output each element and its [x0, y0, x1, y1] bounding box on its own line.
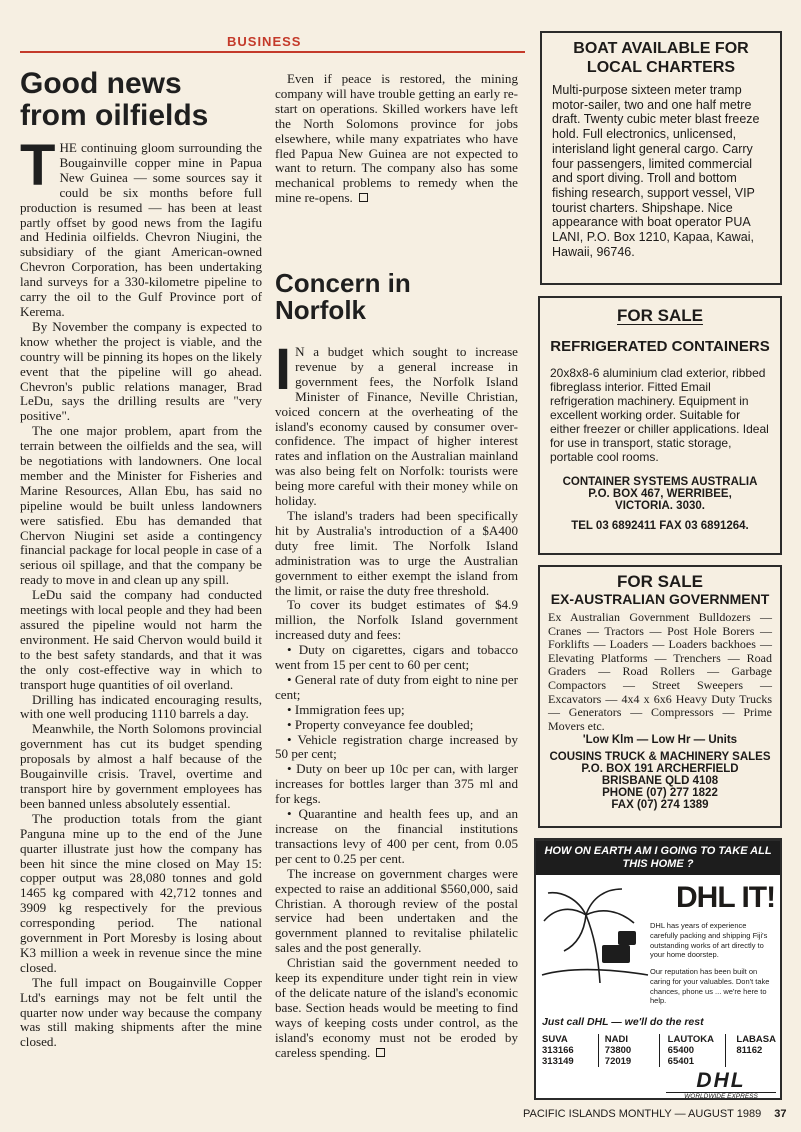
article1-continued	[275, 72, 518, 206]
bullet-item: • Immigration fees up;	[287, 701, 405, 717]
article2-para: The increase on government charges were expected to raise an additional $560,000, said Christian. A thorough review of the postal service had been undertaken and the government planned to revitalise philatelic sales and the post generally.	[275, 865, 518, 956]
article2-para	[275, 956, 518, 1060]
end-mark	[359, 193, 368, 202]
article1-continued-span: Even if peace is restored, the mining company will have trouble getting an early re-start on operations. Skilled workers have left the North Solomons province for jobs elsewhere, while many expatriates who have fled Papua New Guinea are not expected to want to return. The company also has some mechanical problems to remedy when the mine re-opens.	[275, 71, 518, 206]
article1-headline-line2: from oilfields	[20, 98, 209, 132]
article2-para	[275, 337, 518, 509]
ad-exgov-address2: BRISBANE QLD 4108	[601, 775, 719, 788]
ad-containers-address2: VICTORIA. 3030.	[615, 500, 705, 512]
dhl-office-number: 65401	[667, 1056, 695, 1067]
bullet-item: • Duty on beer up 10c per can, with larger increases for bottles larger than 375 ml and for kegs.	[275, 761, 518, 807]
ad-dhl	[534, 838, 782, 1100]
ad-exgov-body: Ex Australian Government Bulldozers — Cranes — Tractors — Post Hole Borers — Forklifts — Loaders — Loaders backhoes — Elevating Platforms — Trenchers — Road Graders — Road Rollers — Garbage Compactors — Street Sweepers — Excavators — 4x4 x 6x6 Heavy Duty Trucks — Generators — Compressors — Prime Movers etc.	[548, 610, 772, 733]
ad-containers-company: CONTAINER SYSTEMS AUSTRALIA	[562, 476, 758, 488]
article2-para: The island's traders had been specifically hit by Australia's introduction of a $A400 duty free limit. The Norfolk Island administration was to urge the Australian government to either exempt the island from the limit, or raise the duty free threshold.	[275, 507, 518, 598]
article2-headline	[275, 270, 411, 325]
article2-closing-text: Christian said the government needed to keep its expenditure under tight rein in view of the delicate nature of the island's economic base. Section heads would be meeting to find ways of keeping costs under control, as the island's economy must not be eroded by careless spending.	[275, 955, 518, 1060]
article1-body	[20, 133, 262, 1050]
ad-containers-body: 20x8x8-6 aluminium clad exterior, ribbed fibreglass interior. Fitted Email refrigeration machinery. Equipment in excellent working order. Suitable for either freezer or chiller applications. Ideal for use in transport, static storage, portable cool rooms.	[550, 366, 769, 464]
ad-containers-address1: P.O. BOX 467, WERRIBEE,	[588, 488, 732, 500]
dhl-banner: HOW ON EARTH AM I GOING TO TAKE ALL THIS HOME ?	[536, 841, 780, 875]
article2-headline-line1: Concern in	[275, 268, 411, 298]
dhl-office-city: NADI	[604, 1034, 629, 1045]
dhl-headline: DHL IT!	[676, 881, 776, 914]
dhl-office-number: 65400	[667, 1045, 695, 1056]
dhl-logo	[666, 1071, 776, 1100]
article2-body	[275, 337, 518, 1061]
article1-para: The production totals from the giant Panguna mine up to the end of the June quarter illustrate just how the company has been hit since the mine closed on May 15: copper output was 28,080 tonnes and gold 1465 kg compared with 42,712 tonnes and 3909 kg respectively for the previous corresponding period. The national government in Port Moresby is losing about K3 million a week in revenue since the mine closed.	[20, 810, 262, 975]
bullet-item: • Quarantine and health fees up, and an increase on the financial institutions transactions levy of 400 per cent, from 0.05 per cent to 0.25 per cent.	[275, 806, 518, 866]
footer-publication: PACIFIC ISLANDS MONTHLY — AUGUST 1989	[523, 1108, 762, 1120]
article1-para	[20, 133, 262, 320]
ad-exgov-for-sale: FOR SALE	[617, 572, 703, 591]
article1-para: By November the company is expected to know whether the project is viable, and the country will be pinning its hopes on the likely event that the pipeline will go ahead. Chevron's public relations manager, Brad LeDu, says the drilling results are "very positive".	[20, 318, 262, 424]
ad-exgov-title: EX-AUSTRALIAN GOVERNMENT	[550, 591, 770, 607]
dhl-copy2: Our reputation has been built on caring for your valuables. Don't take chances, phone us ... we're here to help.	[650, 967, 770, 1006]
ad-containers-title: REFRIGERATED CONTAINERS	[550, 338, 770, 355]
dhl-logo-mark: DHL	[666, 1071, 776, 1091]
dhl-logo-sub: WORLDWIDE EXPRESS	[666, 1092, 776, 1100]
dhl-office-number: 81162	[736, 1045, 763, 1056]
section-rule	[20, 51, 525, 53]
dhl-office-city: LAUTOKA	[667, 1034, 714, 1045]
article1-para-text: HE continuing gloom surrounding the Bougainville copper mine in Papua New Guinea — some sources say it could be six months before full production is resumed — has been at least partly offset by good news from the Iagifu and Hedinia oilfields. Chevron Niugini, the subsidiary of the giant American-owned Chevron Corporation, has been undertaking land surveys for a 330-kilometre pipeline to carry the oil to the Gulf Province port of Kerema.	[20, 140, 262, 319]
ad-boat-body: Multi-purpose sixteen meter tramp motor-sailer, two and one half metre draft. Twenty cubic meter blast freeze hold. Full electronics, unlicensed, interisland light general cargo. Carry four passengers, limited commercial and sport diving. Troll and bottom fishing research, support vessel, VIP tourist charters. Shipshape. Nice appearance with boat operator PUA LANI, P.O. Box 1210, Kapaa, Kawai, Hawaii, 96746.	[552, 83, 760, 259]
palm-tree-illustration	[540, 875, 650, 985]
ad-refrigerated-containers	[538, 296, 782, 555]
article1-para: The one major problem, apart from the terrain between the oilfields and the sea, will be negotiations with landowners. One local member and the Minister for Fisheries and Marine Resources, Allan Ebu, has said no pipeline would be built unless landowners were satisfied. Ebu has demanded that Chervon Niugini set aside a contingency financial package for local people in case of a serious oil spillage, and that the company be ready to move in and clean up any spill.	[20, 423, 262, 588]
dhl-office-number: 73800	[604, 1045, 632, 1056]
ad-exgov-tagline: 'Low Klm — Low Hr — Units	[582, 734, 738, 747]
ad-containers-for-sale: FOR SALE	[617, 306, 703, 325]
article2-headline-line2: Norfolk	[275, 295, 366, 326]
article1-para: Drilling has indicated encouraging results, with one well producing 1110 barrels a day.	[20, 691, 262, 722]
ad-containers-phone: TEL 03 6892411 FAX 03 6891264.	[571, 520, 749, 532]
article1-para: LeDu said the company had conducted meetings with local people and they had been assured the pipeline would not harm the environment. He said Chervon would build it to the best safety standards, and that it was the only cost-effective way in which to transport huge quantities of oil overland.	[20, 587, 262, 692]
dropcap: T	[20, 133, 56, 198]
bullet-item: • Duty on cigarettes, cigars and tobacco went from 15 per cent to 60 per cent;	[275, 642, 518, 673]
dhl-copy1: DHL has years of experience carefully packing and shipping Fiji's outstanding works of art directly to your home doorstep.	[650, 921, 768, 960]
dhl-call-line: Just call DHL — we'll do the rest	[542, 1016, 704, 1028]
dhl-office	[660, 1034, 727, 1067]
dhl-office	[726, 1034, 776, 1067]
ad-ex-government	[538, 565, 782, 828]
article2-para: To cover its budget estimates of $4.9 million, the Norfolk Island government increased duty and fees:	[275, 597, 518, 643]
ad-exgov-company: COUSINS TRUCK & MACHINERY SALES	[549, 751, 771, 764]
dhl-office-number: 313149	[542, 1056, 574, 1067]
article1-headline-line1: Good news	[20, 67, 182, 100]
ad-exgov-fax: FAX (07) 274 1389	[611, 799, 709, 812]
dropcap: I	[275, 337, 292, 402]
article1-continued-text	[275, 72, 518, 206]
article1-para: The full impact on Bougainville Copper Ltd's earnings may not be felt until the quarter now under way because the company was still making shipments after the mine closed.	[20, 974, 262, 1050]
dhl-office	[542, 1034, 599, 1067]
ad-boat-charters	[540, 31, 782, 285]
article2-para-text: N a budget which sought to increase revenue by a general increase in government fees, the Norfolk Island Minister of Finance, Neville Christian, voiced concern at the overheating of the island's economy caused by consumer over-confidence. The impact of higher interest rates and inflation on the Australian mainland was also being felt on Norfolk: tourists were being more careful with their money while on holiday.	[275, 344, 518, 509]
ad-exgov-phone: PHONE (07) 277 1822	[602, 787, 718, 800]
bullet-item: • Property conveyance fee doubled;	[287, 716, 474, 732]
article1-headline	[20, 68, 208, 131]
article1-para: Meanwhile, the North Solomons provincial government has cut its budget spending proposals by almost a half because of the Bougainville crisis. Travel, overtime and transport hire by government employees has been banned unless absolutely essential.	[20, 721, 262, 811]
footer-page-number: 37	[774, 1108, 787, 1120]
bullet-item: • Vehicle registration charge increased by 50 per cent;	[275, 731, 518, 762]
section-label: BUSINESS	[227, 34, 302, 49]
end-mark	[376, 1048, 385, 1057]
dhl-office-number: 313166	[542, 1045, 574, 1056]
page-footer	[523, 1108, 787, 1120]
dhl-office-city: LABASA	[736, 1034, 776, 1045]
dhl-office	[599, 1034, 660, 1067]
ad-exgov-address1: P.O. BOX 191 ARCHERFIELD	[581, 763, 739, 776]
ad-boat-title: BOAT AVAILABLE FOR LOCAL CHARTERS	[573, 40, 749, 76]
dhl-office-number: 72019	[604, 1056, 632, 1067]
bullet-item: • General rate of duty from eight to nine per cent;	[275, 671, 518, 702]
dhl-office-city: SUVA	[542, 1034, 568, 1045]
dhl-offices	[542, 1034, 776, 1067]
